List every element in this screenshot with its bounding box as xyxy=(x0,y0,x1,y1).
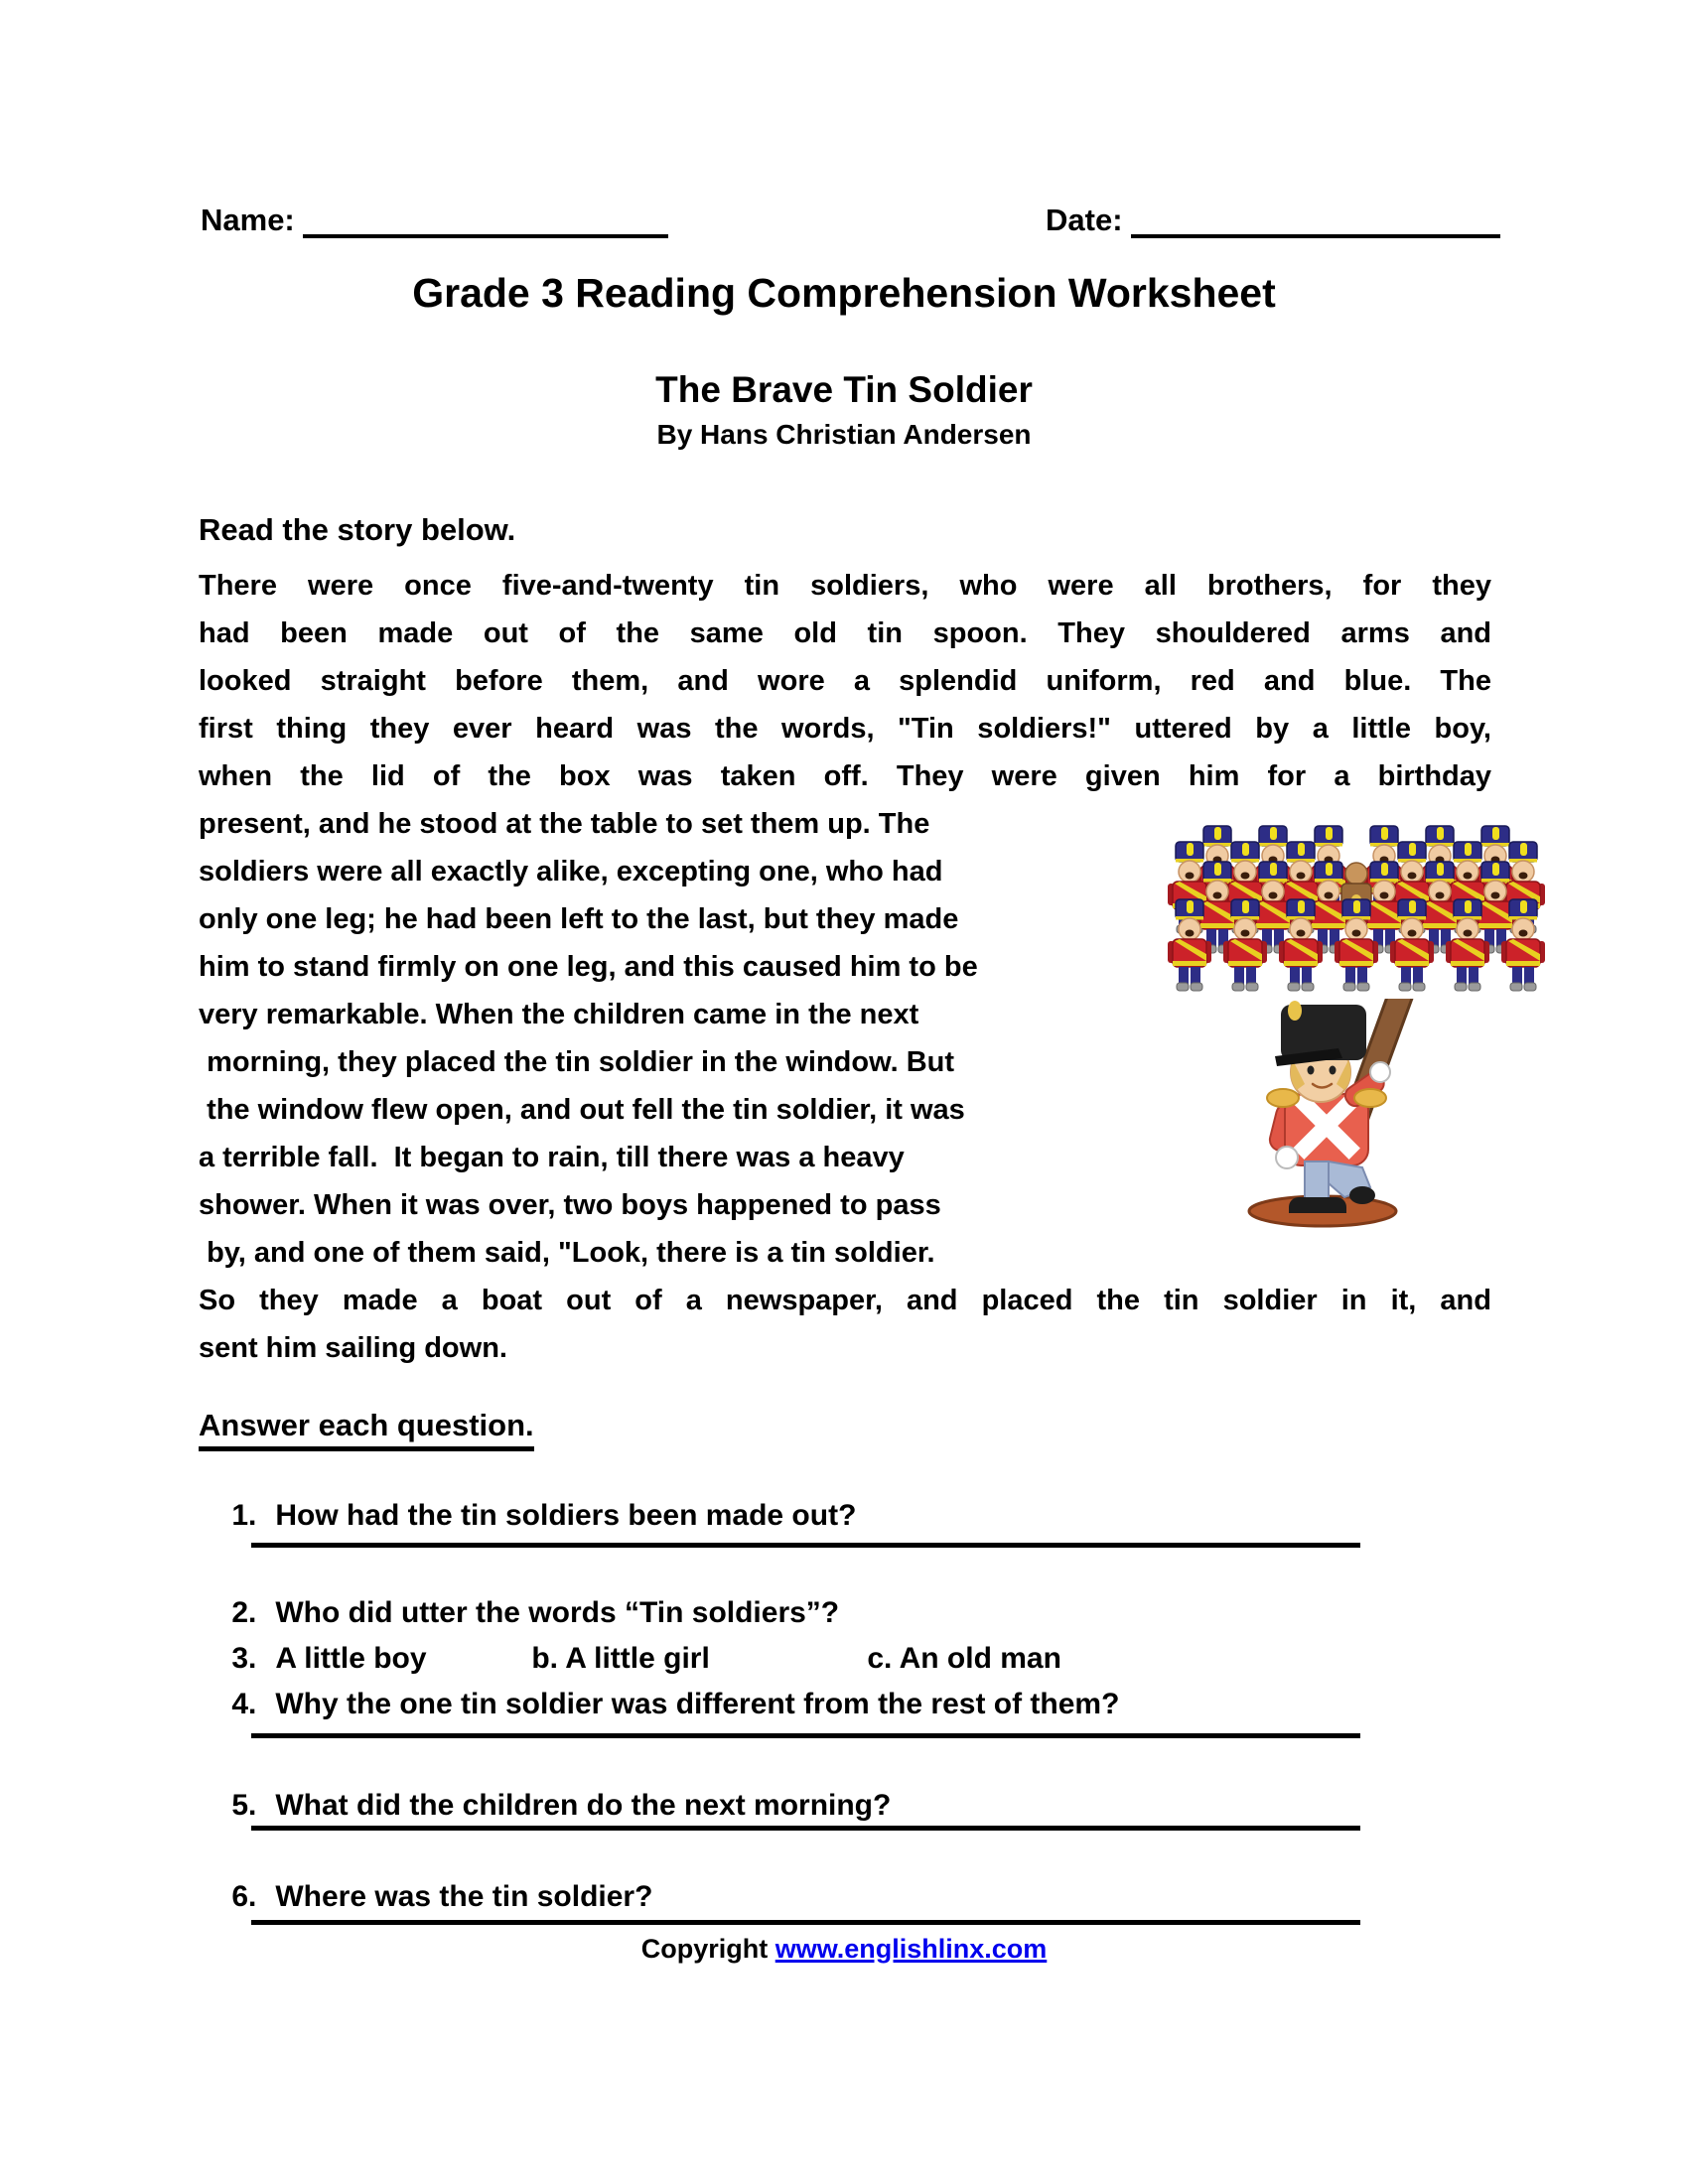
tin-soldier-illustration xyxy=(1221,999,1432,1231)
story-line: soldiers were all exactly alike, excepting one, who had xyxy=(199,856,943,887)
story-line: morning, they placed the tin soldier in the window. But xyxy=(199,1046,955,1078)
copyright-line xyxy=(0,1934,1688,1965)
question-text: Who did utter the words “Tin soldiers”? xyxy=(275,1596,840,1629)
read-prompt: Read the story below. xyxy=(199,512,516,547)
date-label: Date: xyxy=(1046,203,1123,237)
story-line: very remarkable. When the children came in the next xyxy=(199,999,919,1030)
question-number: 2. xyxy=(231,1596,257,1629)
question-text: Where was the tin soldier? xyxy=(275,1880,653,1913)
name-blank-line[interactable] xyxy=(303,197,668,238)
question-4 xyxy=(199,1654,1119,1755)
story-line: by, and one of them said, "Look, there is a tin soldier. xyxy=(199,1237,935,1269)
answer-prompt xyxy=(199,1408,534,1451)
story-line: There were once five-and-twenty tin soldiers, who were all brothers, for they xyxy=(199,570,1491,602)
question-number: 6. xyxy=(231,1880,257,1913)
tin-soldiers-group-illustration xyxy=(1160,822,1549,997)
question-text: What did the children do the next morning? xyxy=(275,1789,892,1822)
story-line: him to stand firmly on one leg, and this caused him to be xyxy=(199,951,978,983)
story-byline: By Hans Christian Andersen xyxy=(656,419,1032,450)
answer-line-3[interactable] xyxy=(251,1826,1360,1831)
question-number: 3. xyxy=(231,1642,257,1675)
answer-line-2[interactable] xyxy=(251,1733,1360,1738)
question-number: 5. xyxy=(231,1789,257,1822)
name-field xyxy=(201,197,668,238)
question-6 xyxy=(199,1846,652,1948)
choice-b[interactable]: b. A little girl xyxy=(531,1642,710,1675)
choice-a[interactable]: A little boy xyxy=(275,1642,427,1675)
story-line: a terrible fall. It began to rain, till there was a heavy xyxy=(199,1142,905,1173)
question-number: 4. xyxy=(231,1688,257,1720)
story-line: present, and he stood at the table to set them up. The xyxy=(199,808,930,840)
answer-line-1[interactable] xyxy=(251,1543,1360,1548)
question-number: 1. xyxy=(231,1499,257,1532)
story-line: had been made out of the same old tin spoon. They shouldered arms and xyxy=(199,617,1491,649)
story-line: first thing they ever heard was the words, "Tin soldiers!" uttered by a little boy, xyxy=(199,713,1491,745)
story-line: when the lid of the box was taken off. They were given him for a birthday xyxy=(199,760,1491,792)
story-line: looked straight before them, and wore a splendid uniform, red and blue. The xyxy=(199,665,1491,697)
story-line: only one leg; he had been left to the last, but they made xyxy=(199,903,959,935)
story-line: sent him sailing down. xyxy=(199,1332,507,1364)
answer-prompt-text: Answer each question. xyxy=(199,1408,534,1451)
story-title: The Brave Tin Soldier xyxy=(655,369,1033,410)
copyright-label: Copyright xyxy=(640,1934,769,1964)
choice-c[interactable]: c. An old man xyxy=(867,1642,1061,1675)
question-1 xyxy=(199,1465,856,1567)
story-line: So they made a boat out of a newspaper, and placed the tin soldier in it, and xyxy=(199,1285,1491,1316)
question-text: Why the one tin soldier was different from the rest of them? xyxy=(275,1688,1120,1720)
question-5 xyxy=(199,1755,891,1856)
tin-soldiers-group-image xyxy=(1160,822,1549,997)
answer-line-4[interactable] xyxy=(251,1920,1360,1925)
worksheet-title: Grade 3 Reading Comprehension Worksheet xyxy=(412,270,1276,316)
tin-soldier-image xyxy=(1221,999,1432,1231)
question-text: How had the tin soldiers been made out? xyxy=(275,1499,857,1532)
date-field xyxy=(1046,197,1500,238)
date-blank-line[interactable] xyxy=(1131,197,1500,238)
copyright-link[interactable]: www.englishlinx.com xyxy=(774,1934,1048,1964)
story-line: the window flew open, and out fell the tin soldier, it was xyxy=(199,1094,965,1126)
story-line: shower. When it was over, two boys happened to pass xyxy=(199,1189,941,1221)
name-label: Name: xyxy=(201,203,295,237)
